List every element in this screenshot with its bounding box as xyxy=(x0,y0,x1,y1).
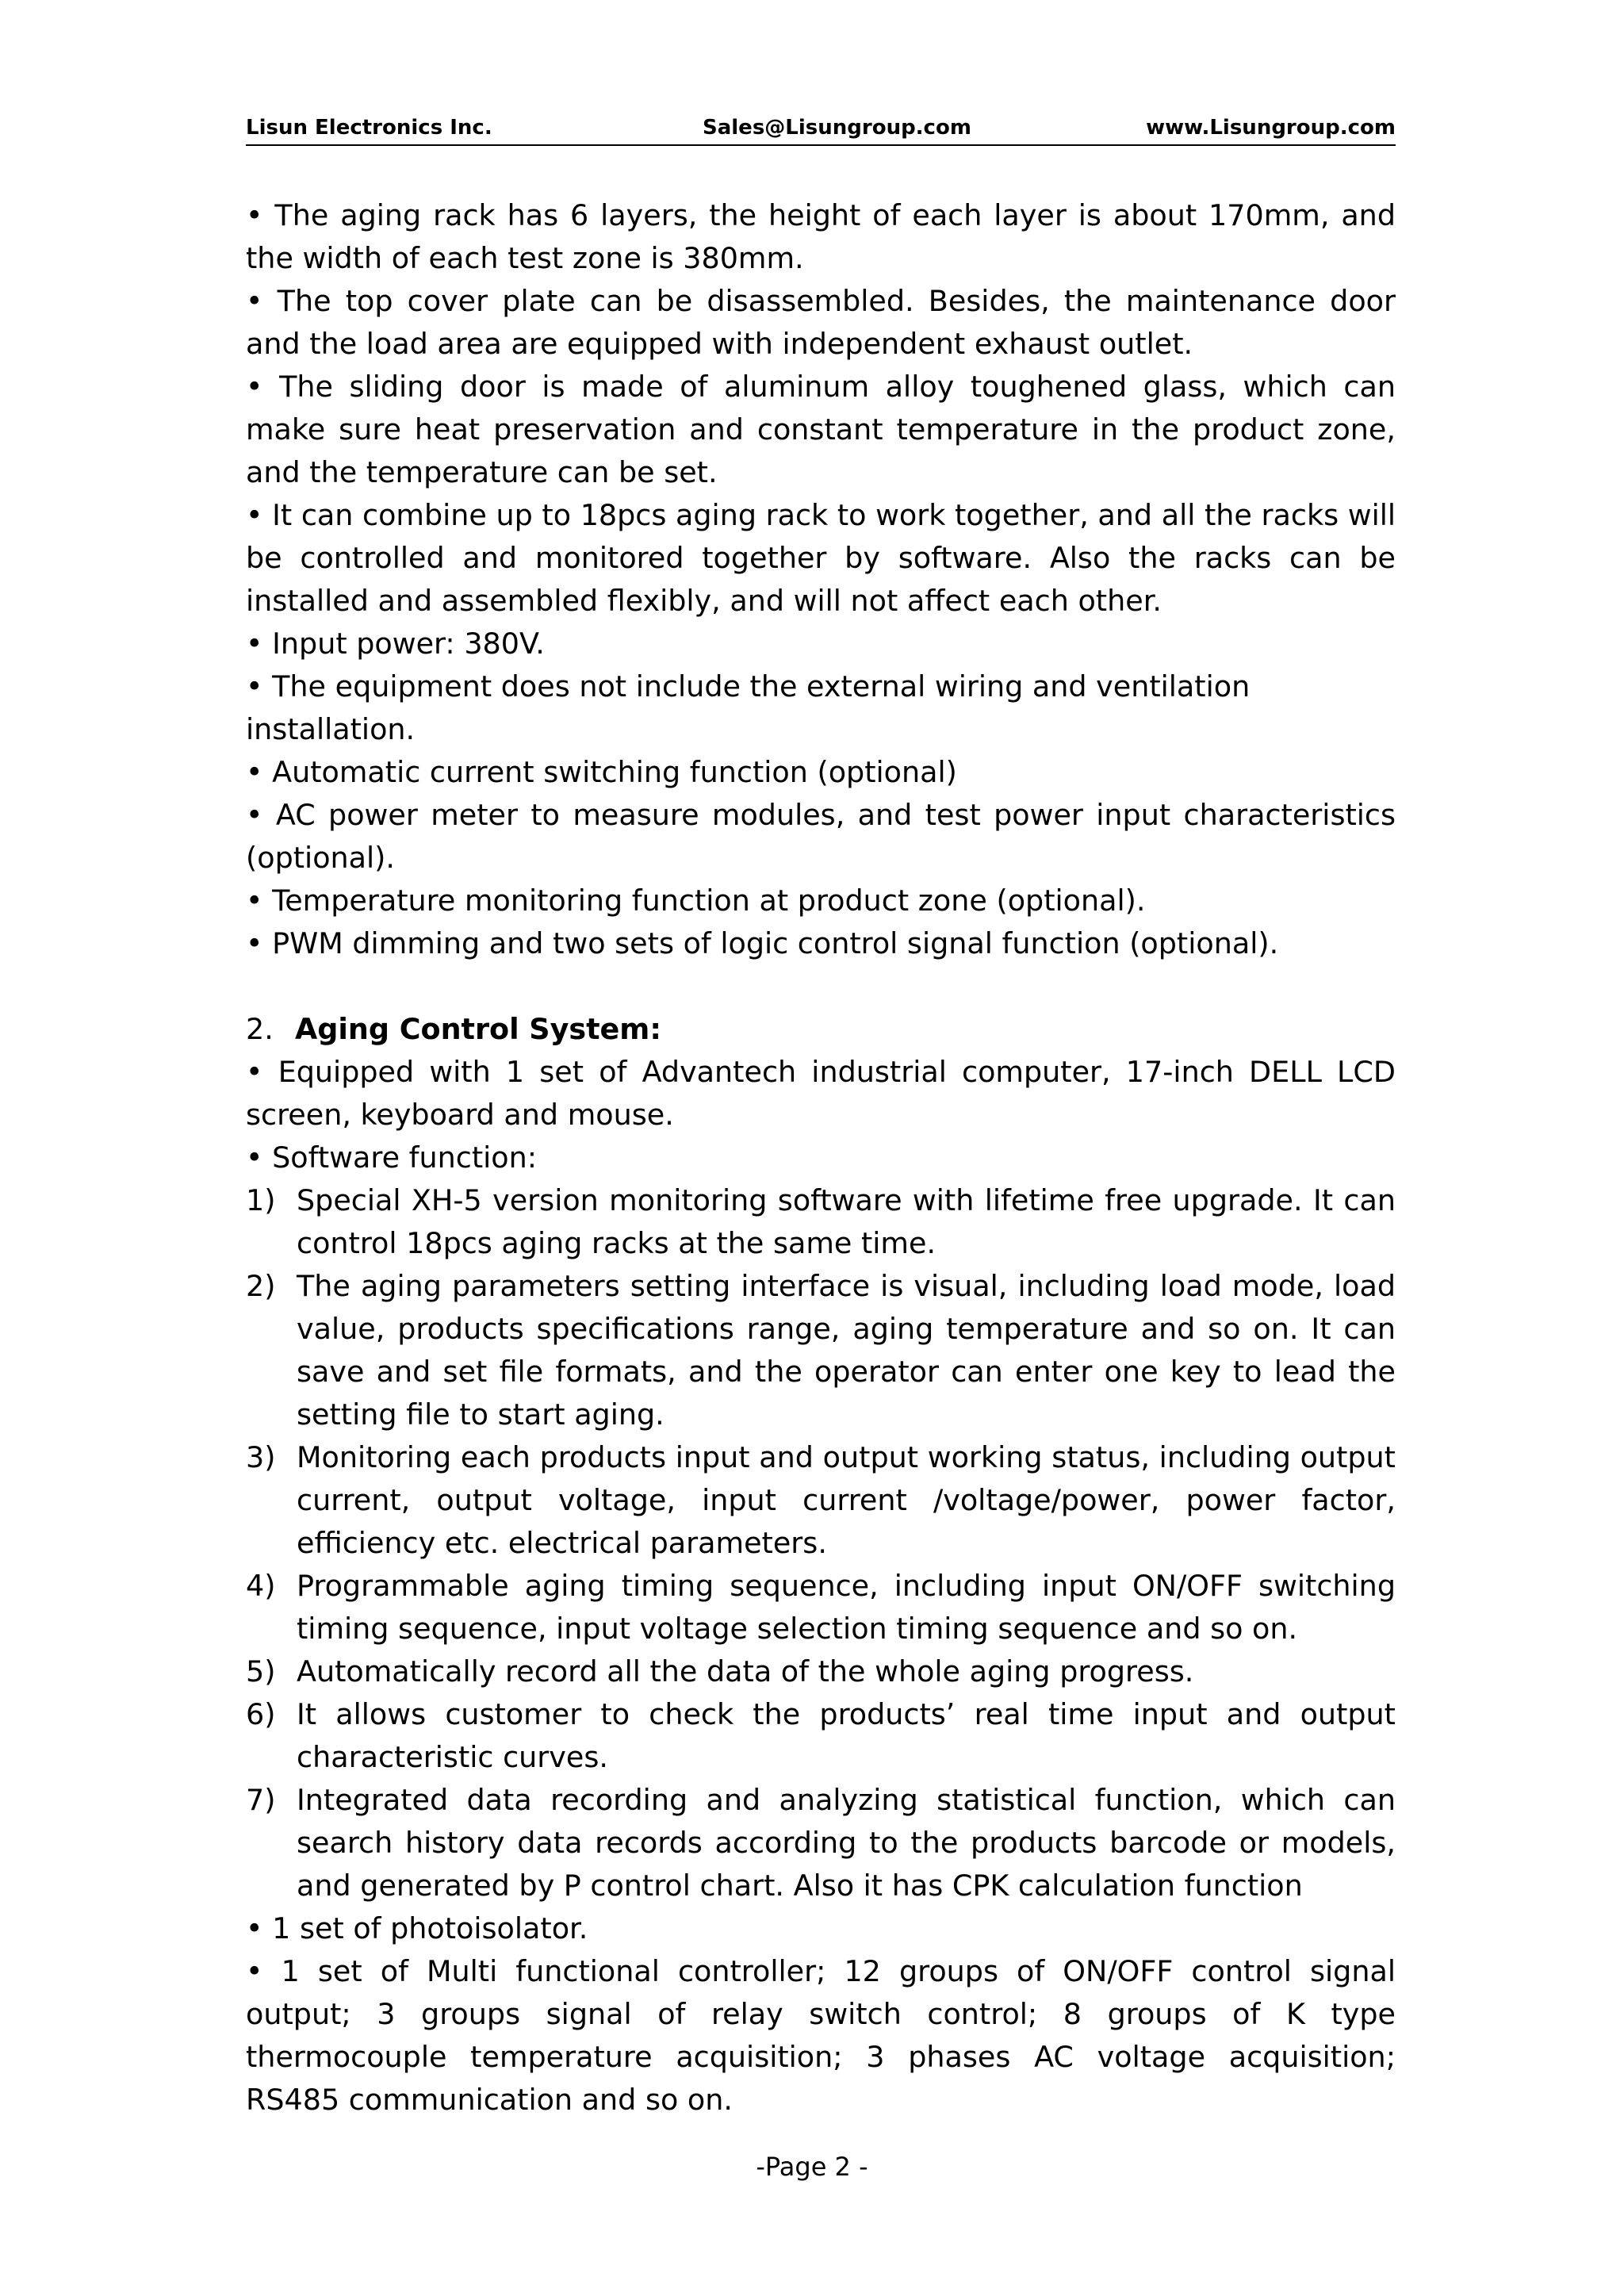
header-website[interactable]: www.Lisungroup.com xyxy=(1146,116,1396,140)
numbered-item xyxy=(246,1265,1396,1436)
spacer xyxy=(246,965,1396,1008)
bullet-item: • Automatic current switching function (optional) xyxy=(246,755,957,789)
numbered-item xyxy=(246,1650,1396,1693)
bullet-item: • It can combine up to 18pcs aging rack to work together, and all the racks will be controlled and monitored together by software. Also the racks can be installed and assembled flexibly, and will not affect each other. xyxy=(246,498,1396,618)
bullet-item: • 1 set of photoisolator. xyxy=(246,1911,588,1945)
item-text: Monitoring each products input and output working status, including output current, output voltage, input current /voltage/power, power factor, efficiency etc. electrical parameters. xyxy=(297,1440,1396,1560)
header-company: Lisun Electronics Inc. xyxy=(246,116,492,140)
page-header xyxy=(246,116,1396,146)
numbered-item xyxy=(246,1436,1396,1565)
item-text: The aging parameters setting interface is visual, including load mode, load value, products specifications range, aging temperature and so on. It can save and set file formats, and the operator can enter one key to lead the setting file to start aging. xyxy=(297,1269,1396,1432)
item-number: 1) xyxy=(246,1183,276,1217)
bullet-item: • Input power: 380V. xyxy=(246,627,545,661)
numbered-item xyxy=(246,1779,1396,1907)
bullet-item: • AC power meter to measure modules, and test power input characteristics (optional). xyxy=(246,798,1396,875)
item-number: 4) xyxy=(246,1569,276,1603)
item-text: It allows customer to check the products’ real time input and output characteristic curves. xyxy=(297,1697,1396,1774)
item-number: 7) xyxy=(246,1783,276,1817)
item-number: 6) xyxy=(246,1697,276,1731)
bullet-item: • 1 set of Multi functional controller; 12 groups of ON/OFF control signal output; 3 groups signal of relay switch control; 8 groups of K type thermocouple temperature acquisition; 3 phases AC voltage acquisition; RS485 communication and so on. xyxy=(246,1954,1396,2117)
bullet-item: • The equipment does not include the external wiring and ventilation installation. xyxy=(246,669,1251,746)
bullet-item: • Software function: xyxy=(246,1140,538,1175)
page-number: -Page 2 - xyxy=(756,2152,868,2182)
numbered-item xyxy=(246,1693,1396,1779)
item-number: 2) xyxy=(246,1269,276,1303)
item-text: Integrated data recording and analyzing statistical function, which can search history data records according to the products barcode or models, and generated by P control chart. Also it has CPK calculation function xyxy=(297,1783,1396,1903)
bullet-item: • Equipped with 1 set of Advantech industrial computer, 17-inch DELL LCD screen, keyboard and mouse. xyxy=(246,1055,1396,1132)
item-number: 3) xyxy=(246,1440,276,1474)
numbered-item xyxy=(246,1565,1396,1650)
section-title: Aging Control System: xyxy=(295,1012,661,1046)
item-text: Automatically record all the data of the whole aging progress. xyxy=(297,1654,1194,1688)
item-text: Special XH-5 version monitoring software with lifetime free upgrade. It can control 18pcs aging racks at the same time. xyxy=(297,1183,1396,1260)
numbered-item xyxy=(246,1179,1396,1265)
bullet-item: • The top cover plate can be disassembled. Besides, the maintenance door and the load area are equipped with independent exhaust outlet. xyxy=(246,284,1396,361)
page-content xyxy=(246,194,1396,2122)
header-email[interactable]: Sales@Lisungroup.com xyxy=(703,116,971,140)
bullet-item: • PWM dimming and two sets of logic control signal function (optional). xyxy=(246,926,1279,960)
item-text: Programmable aging timing sequence, including input ON/OFF switching timing sequence, input voltage selection timing sequence and so on. xyxy=(297,1569,1396,1646)
bullet-item: • The aging rack has 6 layers, the height of each layer is about 170mm, and the width of each test zone is 380mm. xyxy=(246,198,1396,275)
bullet-item: • The sliding door is made of aluminum alloy toughened glass, which can make sure heat preservation and constant temperature in the product zone, and the temperature can be set. xyxy=(246,370,1396,489)
bullet-item: • Temperature monitoring function at product zone (optional). xyxy=(246,884,1146,918)
section-number: 2. xyxy=(246,1012,274,1046)
item-number: 5) xyxy=(246,1654,276,1688)
section-heading xyxy=(246,1008,1396,1051)
